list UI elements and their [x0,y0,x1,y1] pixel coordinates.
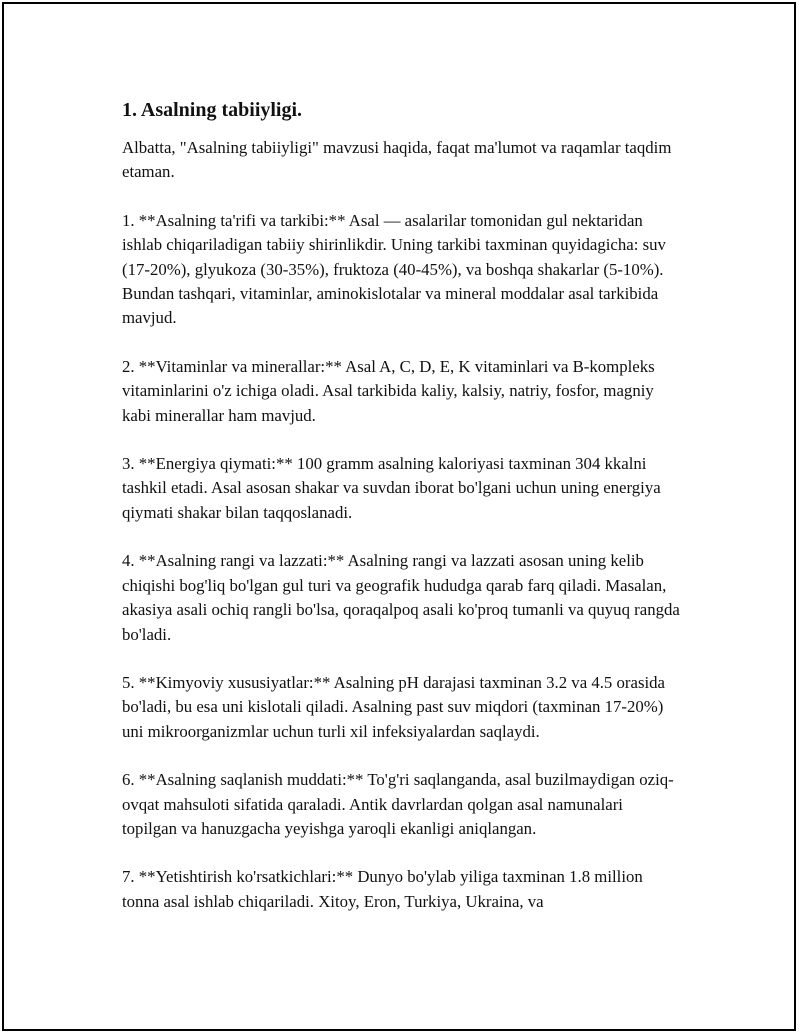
intro-paragraph: Albatta, "Asalning tabiiyligi" mavzusi haqida, faqat ma'lumot va raqamlar taqdim etaman. [122,138,672,182]
paragraph-energy-value: 3. **Energiya qiymati:** 100 gramm asalning kaloriyasi taxminan 304 kkalni tashkil etadi. Asal asosan shakar va suvdan iborat bo'lgani uchun uning energiya qiymati shakar bilan taqqoslanadi. [122,454,661,522]
paragraph-color-taste: 4. **Asalning rangi va lazzati:** Asalning rangi va lazzati asosan uning kelib chiqishi bog'liq bo'lgan gul turi va geografik hududga qarab farq qiladi. Masalan, akasiya asali ochiq rangli bo'lsa, qoraqalpoq asali ko'proq tumanli va quyuq rangda bo'ladi. [122,551,680,644]
document-title: 1. Asalning tabiiyligi. [122,99,303,121]
paragraph-production-figures: 7. **Yetishtirish ko'rsatkichlari:** Dunyo bo'ylab yiliga taxminan 1.8 million tonna asal ishlab chiqariladi. Xitoy, Eron, Turkiya, Ukraina, va [122,867,643,911]
paragraph-chemical-properties: 5. **Kimyoviy xususiyatlar:** Asalning pH darajasi taxminan 3.2 va 4.5 orasida bo'ladi, bu esa uni kislotali qiladi. Asalning past suv miqdori (taxminan 17-20%) uni mikroorganizmlar uchun turli xil infeksiyalardan saqlaydi. [122,672,665,741]
paragraph-shelf-life: 6. **Asalning saqlanish muddati:** To'g'ri saqlanganda, asal buzilmaydigan oziq-ovqat mahsuloti sifatida qaraladi. Antik davrlardan qolgan asal namunalari topilgan va hanuzgacha yeyishga yaroqli ekanligi aniqlangan. [122,770,674,838]
page-frame [2,2,796,1031]
paragraph-vitamins-minerals: 2. **Vitaminlar va minerallar:** Asal A, C, D, E, K vitaminlari va B-kompleks vitaminlarini o'z ichiga oladi. Asal tarkibida kaliy, kalsiy, natriy, fosfor, magniy kabi minerallar ham mavjud. [122,356,655,425]
paragraph-definition-composition: 1. **Asalning ta'rifi va tarkibi:** Asal — asalarilar tomonidan gul nektaridan ishlab chiqariladigan tabiiy shirinlikdir. Uning tarkibi taxminan quyidagicha: suv (17-20%), glyukoza (30-35%), fruktoza (40-45%), va boshqa shakarlar (5-10%). Bundan tashqari, vitaminlar, aminokislotalar va mineral moddalar asal tarkibida mavjud. [122,210,666,328]
document-body [122,96,682,938]
